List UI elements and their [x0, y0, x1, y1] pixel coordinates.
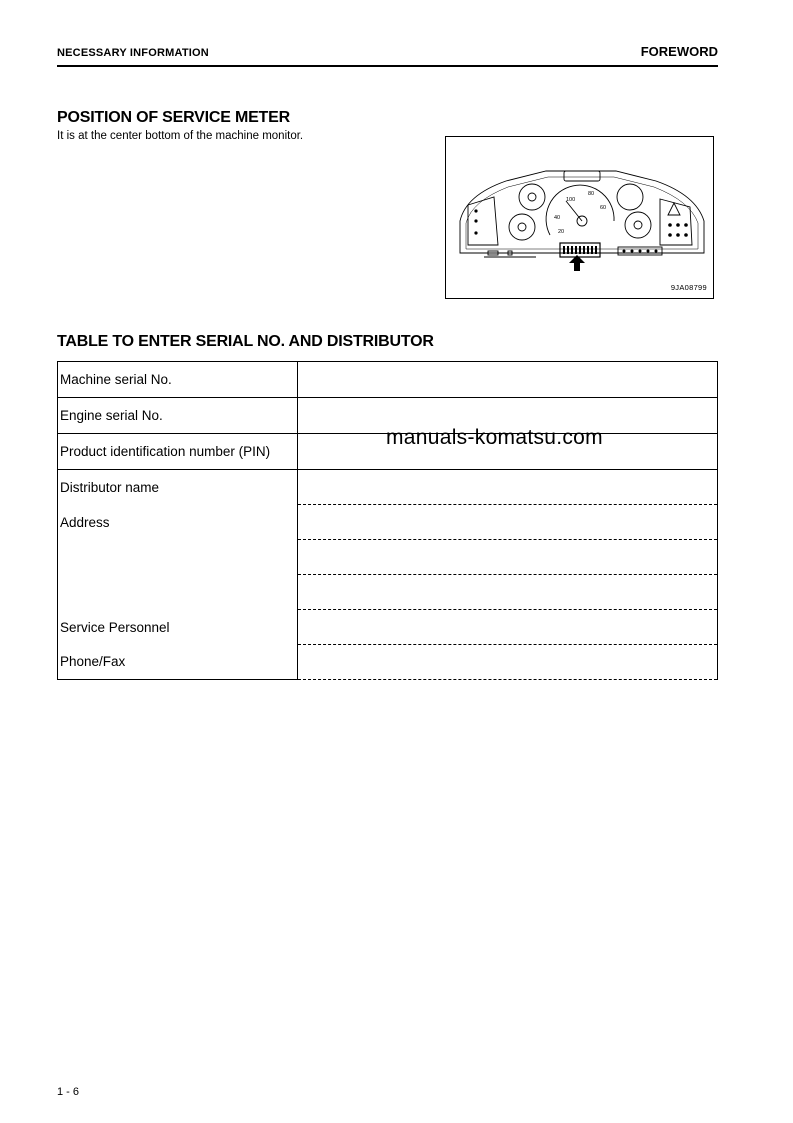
machine-monitor-figure: [445, 136, 714, 299]
distributor-name-field[interactable]: [298, 470, 718, 505]
address-label: Address: [58, 505, 298, 540]
machine-serial-field[interactable]: [298, 362, 718, 398]
table-row: [58, 540, 718, 575]
gauge-mark: 80: [588, 191, 595, 197]
gauge-mark: 60: [600, 205, 607, 211]
table-row: [58, 470, 718, 505]
watermark: manuals-komatsu.com: [386, 426, 603, 449]
serial-distributor-table: [57, 361, 718, 680]
phone-fax-field[interactable]: [298, 645, 718, 680]
table-row: [58, 575, 718, 610]
figure-id: 9JA08799: [670, 283, 707, 292]
section-title-service-meter: POSITION OF SERVICE METER: [57, 109, 290, 126]
header-chapter-label: FOREWORD: [640, 44, 718, 59]
table-row: [58, 362, 718, 398]
address-field-line-2[interactable]: [298, 540, 718, 575]
page-number: 1 - 6: [57, 1086, 80, 1098]
engine-serial-label: Engine serial No.: [58, 398, 298, 434]
gauge-mark: 20: [558, 229, 565, 235]
pin-label: Product identification number (PIN): [58, 434, 298, 470]
gauge-mark: 100: [566, 197, 576, 203]
machine-serial-label: Machine serial No.: [58, 362, 298, 398]
service-personnel-label: Service Personnel: [58, 610, 298, 645]
phone-fax-label: Phone/Fax: [58, 645, 298, 680]
service-personnel-field[interactable]: [298, 610, 718, 645]
table-row: [58, 505, 718, 540]
gauge-mark: 40: [554, 215, 561, 221]
header-rule: [57, 65, 718, 67]
distributor-name-label: Distributor name: [58, 470, 298, 505]
service-meter-description: It is at the center bottom of the machine monitor.: [57, 130, 304, 142]
section-title-serial-table: TABLE TO ENTER SERIAL NO. AND DISTRIBUTOR: [57, 333, 434, 350]
address-field-line-1[interactable]: [298, 505, 718, 540]
table-row: [58, 610, 718, 645]
address-field-line-3[interactable]: [298, 575, 718, 610]
table-row: [58, 645, 718, 680]
machine-monitor-illustration: [446, 137, 715, 300]
header-section-label: NECESSARY INFORMATION: [57, 47, 209, 59]
